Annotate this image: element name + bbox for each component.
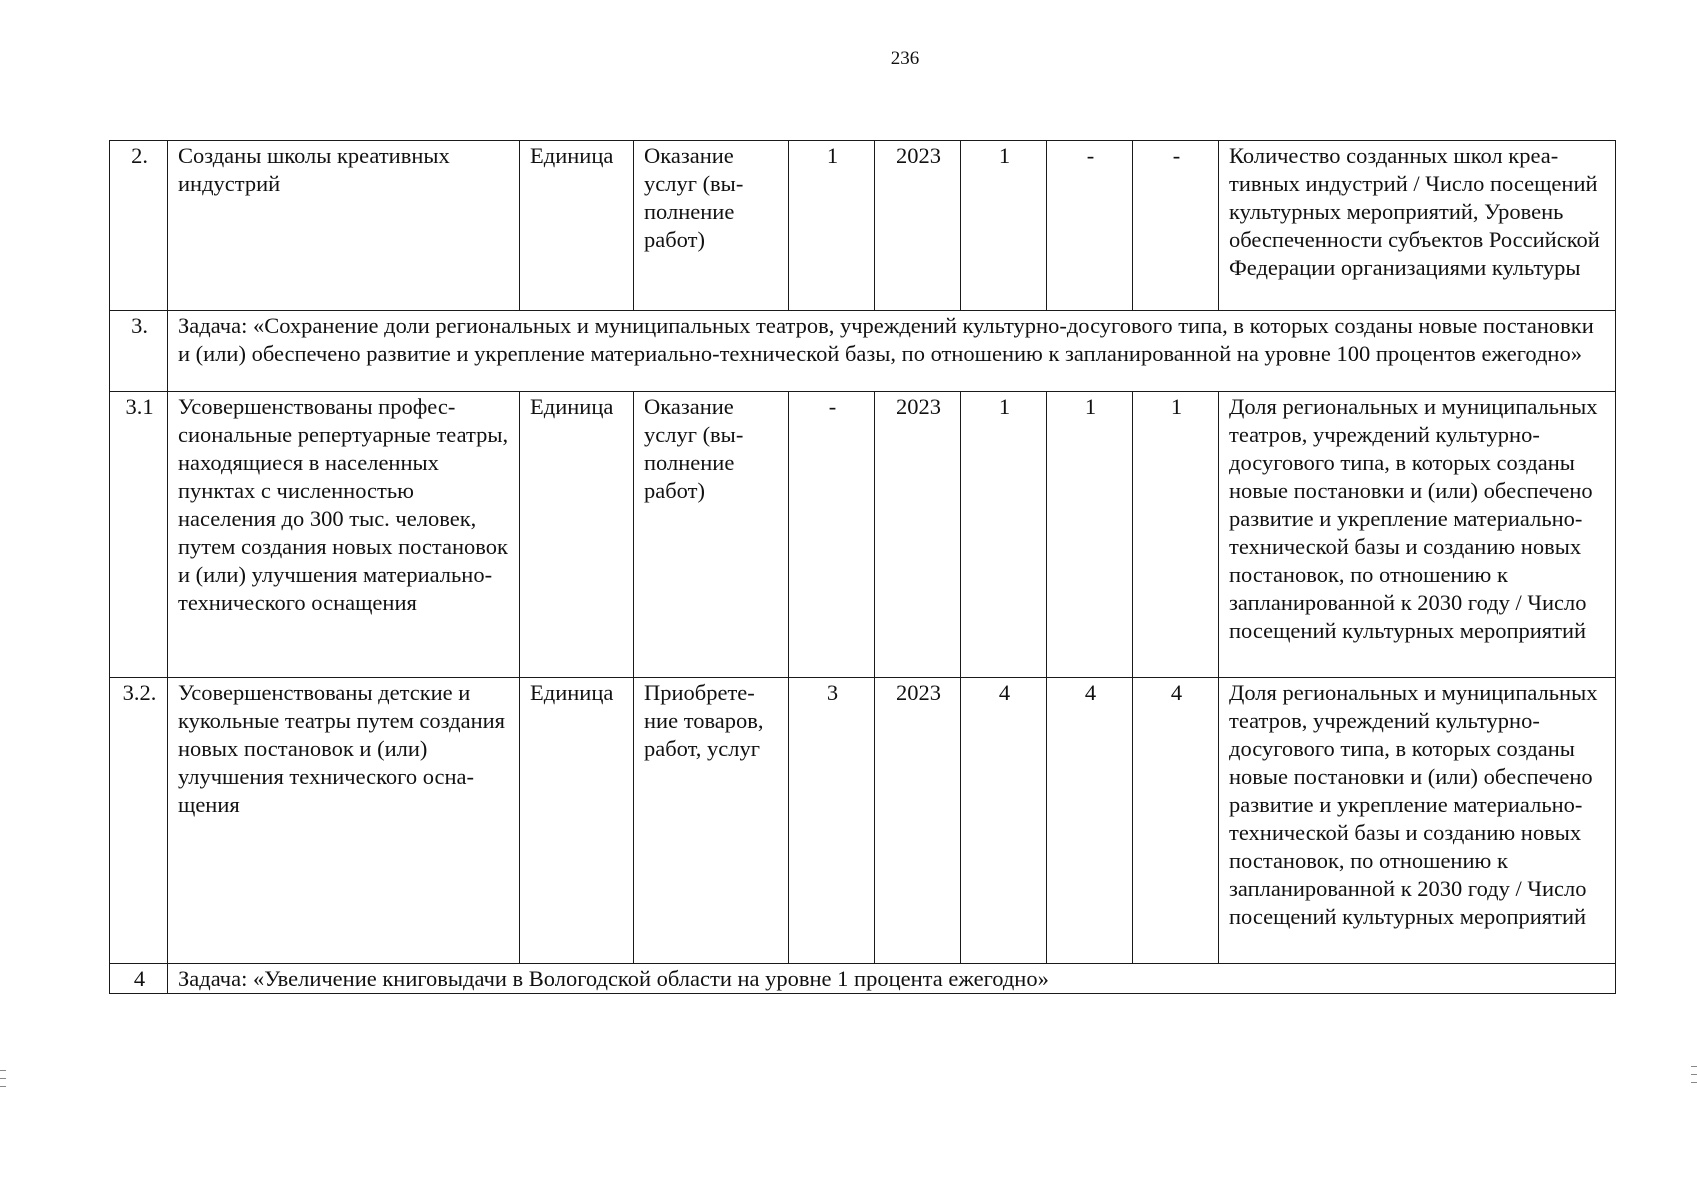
- scan-artifact-right: [1691, 1066, 1697, 1067]
- base-year: 2023: [875, 141, 961, 311]
- row-number: 3.2.: [110, 678, 168, 964]
- page-number: 236: [890, 48, 920, 69]
- task-text: Задача: «Сохранение доли региональных и муниципальных театров, учреждений культурно-досугового типа, в которых созданы новые постановки и (или) обеспечено развитие и укрепление материально-технической базы, по отношению к запланированной на уровне 100 процентов ежегодно»: [168, 311, 1616, 392]
- result-type: Оказание услуг (выполнение работ): [634, 141, 789, 311]
- value-period-3: 1: [1133, 392, 1219, 678]
- scan-artifact-right: [1691, 1082, 1697, 1083]
- row-number: 3.1: [110, 392, 168, 678]
- base-year: 2023: [875, 392, 961, 678]
- value-period-1: 4: [961, 678, 1047, 964]
- scan-artifact-left: [0, 1070, 6, 1071]
- result-name: Усовершенствованы детские и кукольные театры путем создания новых постановок и (или) улучшения технического оснащения: [168, 678, 520, 964]
- result-type: Оказание услуг (выполнение работ): [634, 392, 789, 678]
- base-value: 3: [789, 678, 875, 964]
- task-number: 3.: [110, 311, 168, 392]
- scan-artifact-left: [0, 1078, 6, 1079]
- base-year: 2023: [875, 678, 961, 964]
- indicators-table: [109, 140, 1616, 994]
- linked-indicator: Доля региональных и муниципальных театров, учреждений культурно-досугового типа, в которых созданы новые постановки и (или) обеспечено развитие и укрепление материально-технической базы и созданию новых постановок, по отношению к запланированной к 2030 году / Число посещений культурных мероприятий: [1219, 678, 1616, 964]
- unit-cell: Единица: [520, 678, 634, 964]
- table-row: [110, 392, 1616, 678]
- task-number: 4: [110, 964, 168, 994]
- value-period-2: 1: [1047, 392, 1133, 678]
- value-period-3: 4: [1133, 678, 1219, 964]
- linked-indicator: Доля региональных и муниципальных театров, учреждений культурно-досугового типа, в которых созданы новые постановки и (или) обеспечено развитие и укрепление материально-технической базы и созданию новых постановок, по отношению к запланированной к 2030 году / Число посещений культурных мероприятий: [1219, 392, 1616, 678]
- table-row: [110, 678, 1616, 964]
- result-name: Усовершенствованы профессиональные репертуарные театры, находящиеся в населенных пунктах с численностью населения до 300 тыс. человек, путем создания новых постановок и (или) улучшения материально-технического оснащения: [168, 392, 520, 678]
- result-type: Приобретение товаров, работ, услуг: [634, 678, 789, 964]
- unit-cell: Единица: [520, 392, 634, 678]
- task-row: [110, 311, 1616, 392]
- table-row: [110, 141, 1616, 311]
- scan-artifact-right: [1691, 1074, 1697, 1075]
- task-text: Задача: «Увеличение книговыдачи в Вологодской области на уровне 1 процента ежегодно»: [168, 964, 1616, 994]
- scan-artifact-left: [0, 1086, 6, 1087]
- unit-cell: Единица: [520, 141, 634, 311]
- base-value: 1: [789, 141, 875, 311]
- linked-indicator: Количество созданных школ креативных индустрий / Число посещений культурных мероприятий, Уровень обеспеченности субъектов Российской Федерации организациями культуры: [1219, 141, 1616, 311]
- row-number: 2.: [110, 141, 168, 311]
- value-period-2: 4: [1047, 678, 1133, 964]
- value-period-3: -: [1133, 141, 1219, 311]
- task-row: [110, 964, 1616, 994]
- base-value: -: [789, 392, 875, 678]
- value-period-1: 1: [961, 141, 1047, 311]
- result-name: Созданы школы креативных индустрий: [168, 141, 520, 311]
- value-period-1: 1: [961, 392, 1047, 678]
- value-period-2: -: [1047, 141, 1133, 311]
